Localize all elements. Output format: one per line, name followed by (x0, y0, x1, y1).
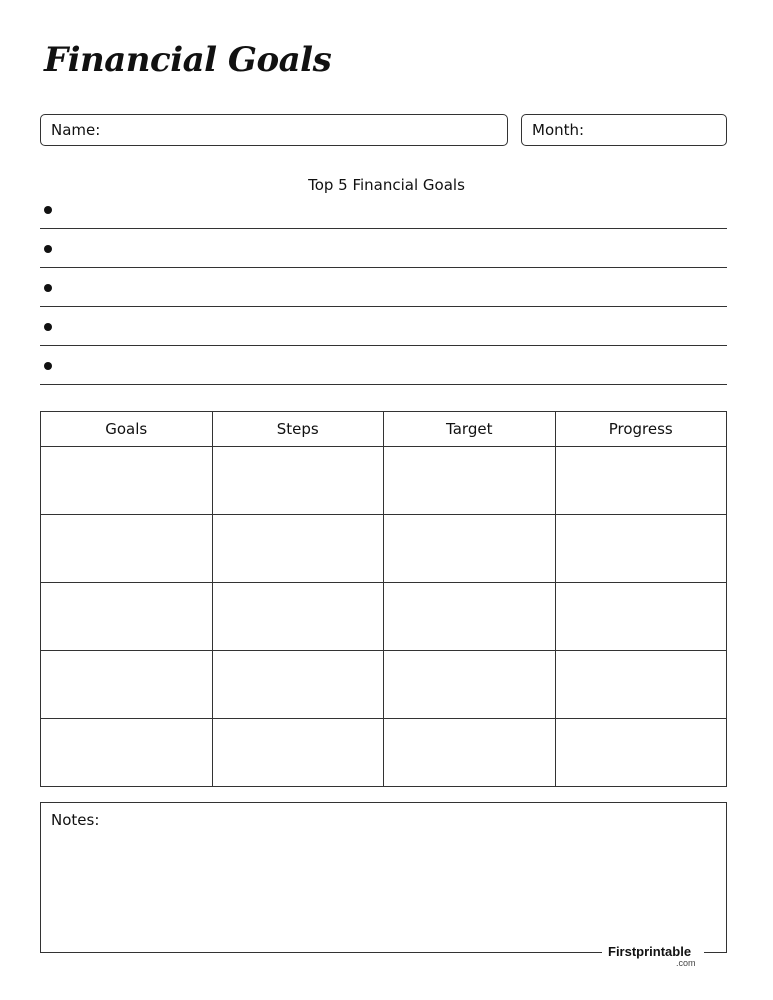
table-cell[interactable] (384, 447, 556, 515)
table-cell[interactable] (41, 515, 213, 583)
table-cell[interactable] (212, 515, 384, 583)
notes-border (704, 952, 727, 953)
bullet-icon (44, 245, 52, 253)
bullet-icon (44, 362, 52, 370)
bullet-icon (44, 323, 52, 331)
goal-line-3[interactable] (40, 268, 727, 307)
column-header-goals: Goals (41, 412, 213, 447)
table-cell[interactable] (384, 651, 556, 719)
table-row (41, 515, 727, 583)
table-row (41, 583, 727, 651)
table-cell[interactable] (212, 651, 384, 719)
month-field[interactable] (521, 114, 727, 146)
bullet-icon (44, 284, 52, 292)
column-header-steps: Steps (212, 412, 384, 447)
table-cell[interactable] (555, 515, 727, 583)
brand-suffix: .com (676, 958, 696, 968)
table-cell[interactable] (555, 447, 727, 515)
page-title: Financial Goals (44, 40, 332, 80)
table-cell[interactable] (41, 719, 213, 787)
table-cell[interactable] (384, 515, 556, 583)
table-cell[interactable] (212, 719, 384, 787)
notes-box[interactable] (40, 802, 727, 953)
table-cell[interactable] (555, 719, 727, 787)
table-row (41, 719, 727, 787)
table-row (41, 447, 727, 515)
table-cell[interactable] (555, 651, 727, 719)
goal-line-4[interactable] (40, 307, 727, 346)
table-header-row (41, 412, 727, 447)
table-cell[interactable] (384, 719, 556, 787)
goal-line-5[interactable] (40, 346, 727, 385)
column-header-target: Target (384, 412, 556, 447)
table-row (41, 651, 727, 719)
notes-border (40, 952, 602, 953)
bullet-icon (44, 206, 52, 214)
name-label: Name: (51, 121, 101, 139)
goal-line-2[interactable] (40, 229, 727, 268)
table-cell[interactable] (212, 583, 384, 651)
table-cell[interactable] (41, 583, 213, 651)
goals-table (40, 411, 727, 787)
top-goals-heading: Top 5 Financial Goals (308, 176, 465, 194)
notes-label: Notes: (51, 811, 100, 829)
month-label: Month: (532, 121, 585, 139)
table-cell[interactable] (555, 583, 727, 651)
name-field[interactable] (40, 114, 508, 146)
table-cell[interactable] (212, 447, 384, 515)
table-cell[interactable] (384, 583, 556, 651)
column-header-progress: Progress (555, 412, 727, 447)
brand-logo: Firstprintable (608, 944, 692, 959)
table-cell[interactable] (41, 447, 213, 515)
table-cell[interactable] (41, 651, 213, 719)
goal-line-1[interactable] (40, 190, 727, 229)
